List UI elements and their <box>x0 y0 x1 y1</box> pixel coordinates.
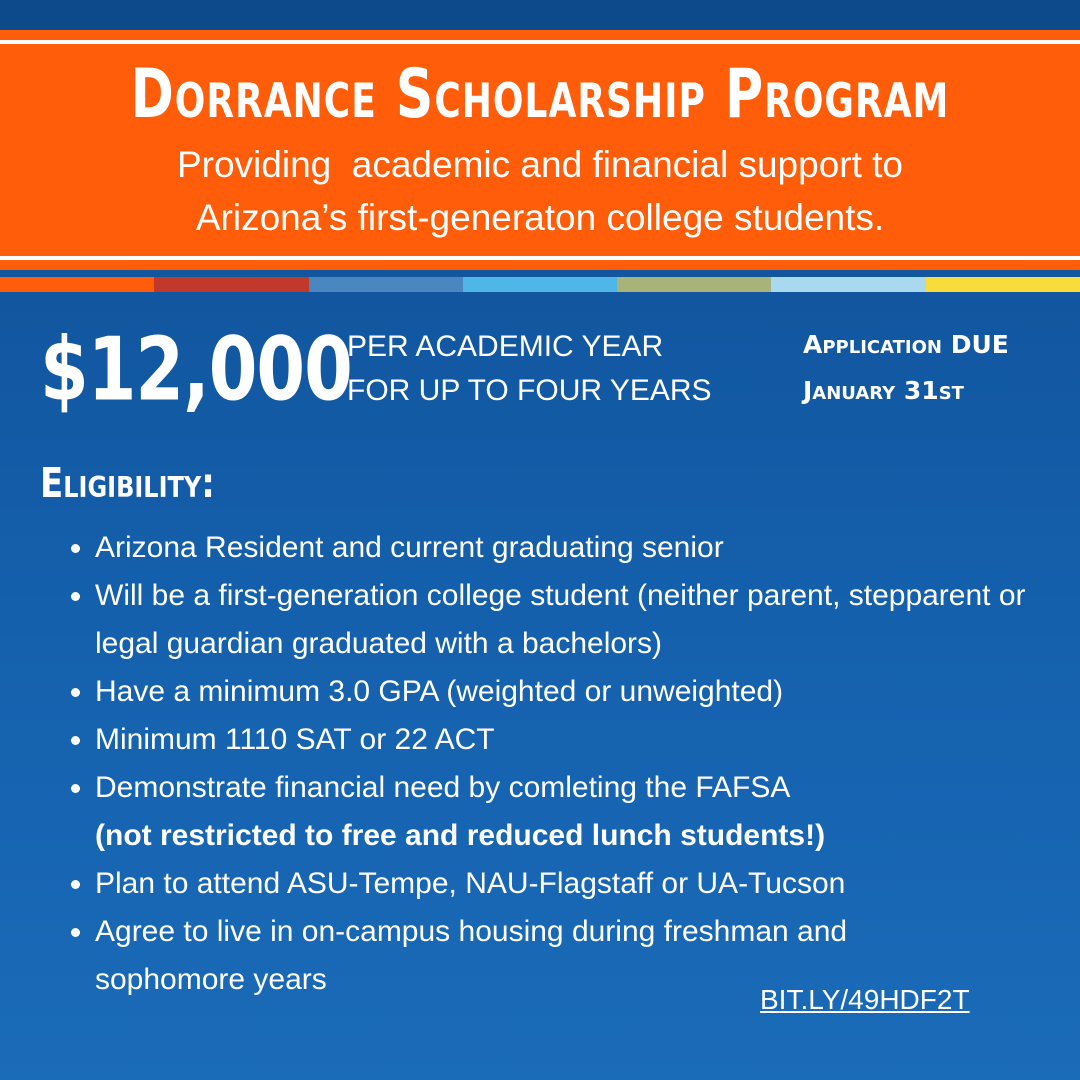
fafsa-note: (not restricted to free and reduced lunch students!) <box>95 819 826 852</box>
list-item: Plan to attend ASU-Tempe, NAU-Flagstaff or UA-Tucson <box>95 860 1055 908</box>
deadline-line-2: January 31st <box>803 376 964 405</box>
list-item: Minimum 1110 SAT or 22 ACT <box>95 716 1055 764</box>
award-period-line-1: PER ACADEMIC YEAR <box>347 330 664 363</box>
list-item: Demonstrate financial need by comleting the FAFSA (not restricted to free and reduced lunch students!) <box>95 764 1055 860</box>
color-stripe <box>617 277 771 292</box>
award-amount: $12,000 <box>40 318 352 421</box>
subtitle-line-2: Arizona’s first-generaton college students. <box>195 197 885 238</box>
eligibility-list <box>95 524 1055 1004</box>
color-stripe <box>309 277 463 292</box>
color-stripe-bar <box>0 277 1080 292</box>
scholarship-link[interactable]: BIT.LY/49HDF2T <box>760 984 970 1015</box>
award-period-line-2: FOR UP TO FOUR YEARS <box>347 374 712 407</box>
header-band <box>0 30 1080 270</box>
application-deadline <box>803 322 1009 414</box>
top-strip <box>0 0 1080 30</box>
deadline-line-1: Application DUE <box>803 330 1009 359</box>
eligibility-heading: Eligibility: <box>40 460 215 508</box>
subtitle-line-1: Providing academic and financial support to <box>176 144 904 185</box>
list-item: Agree to live in on-campus housing during freshman and sophomore years <box>95 908 995 1004</box>
page-title: Dorrance Scholarship Program <box>130 56 950 134</box>
list-item: Arizona Resident and current graduating senior <box>95 524 1055 572</box>
list-item: Have a minimum 3.0 GPA (weighted or unweighted) <box>95 668 1055 716</box>
subtitle <box>60 138 1020 244</box>
color-stripe <box>771 277 925 292</box>
color-stripe <box>463 277 617 292</box>
color-stripe <box>154 277 308 292</box>
award-period <box>347 325 712 413</box>
list-item: Will be a first-generation college student (neither parent, stepparent or legal guardian graduated with a bachelors) <box>95 572 1055 668</box>
color-stripe <box>0 277 154 292</box>
color-stripe <box>926 277 1080 292</box>
